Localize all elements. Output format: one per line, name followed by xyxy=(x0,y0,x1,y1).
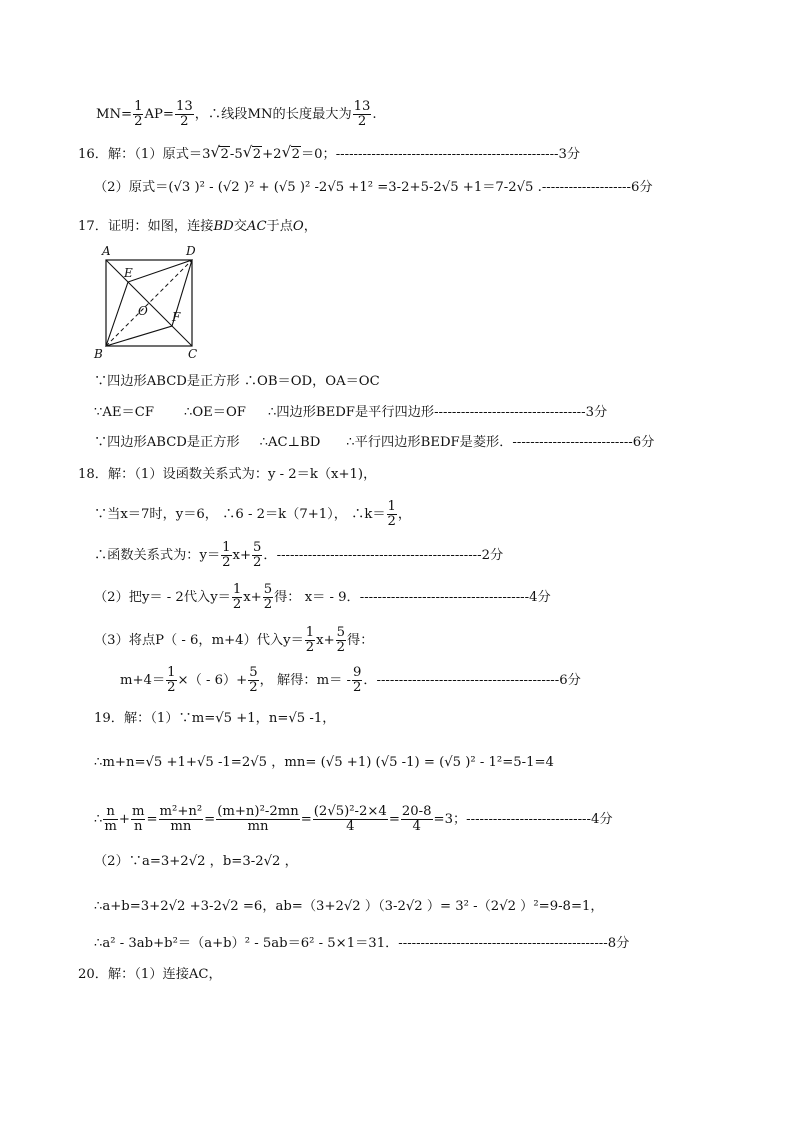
fraction: $\frac{1}{2}$ xyxy=(167,665,176,695)
score: 4分 xyxy=(529,590,551,605)
score: 8分 xyxy=(607,936,630,951)
label-a: A xyxy=(102,244,111,258)
p17-line2 xyxy=(94,373,380,391)
score: 6分 xyxy=(559,673,581,688)
score: 3分 xyxy=(558,147,581,162)
fraction: $\frac{5}{2}$ xyxy=(336,625,346,655)
sqrt: √ 2 xyxy=(243,146,262,164)
p18-l4x: x+ xyxy=(243,590,262,605)
p15-text: ，∴线段MN的长度最大为 xyxy=(194,107,352,122)
p18-l6end: ． xyxy=(363,673,377,688)
dashes: ---------------------------------------------- xyxy=(276,548,482,563)
p19-l1: 19．解：（1）∵m=√5 +1，n=√5 -1， xyxy=(94,711,336,726)
fraction: $\frac{n}{m}$ xyxy=(104,804,117,834)
p18-l3x: x+ xyxy=(232,548,252,563)
p16-mid2: +2 xyxy=(262,147,282,162)
p19-line3 xyxy=(94,805,613,834)
p19-eq1: = xyxy=(146,812,158,827)
fraction: $\frac{5}{2}$ xyxy=(253,540,262,570)
label-d: D xyxy=(186,244,196,258)
label-o: O xyxy=(138,304,148,318)
p18-l4a: （2）把y＝ - 2代入y＝ xyxy=(94,590,231,605)
p18-label: 18．解：（1）设函数关系式为：y - 2＝k（x+1)， xyxy=(78,467,377,482)
p19-l5: ∴a+b=3+2√2 +3-2√2 =6，ab=（3+2√2 ）（3-2√2 ）= 3² -（2√2 ）²=9-8=1， xyxy=(94,899,604,914)
dashes: ----------------------------------------------- xyxy=(398,936,608,951)
p19-line1 xyxy=(94,710,335,728)
score: 2分 xyxy=(481,548,504,563)
p19-l6: ∴a² - 3ab+b²＝（a+b）² - 5ab＝6² - 5×1＝31． xyxy=(94,936,399,951)
dashes: -------------------- xyxy=(541,180,631,195)
fraction: $\frac{\text{(m+n)²-2mn}}{mn}$ xyxy=(217,804,299,834)
p18-l6mid: ×（ - 6）+ xyxy=(177,673,248,688)
p15-ap: AP= xyxy=(144,107,174,122)
dashes: -------------------------------------------------- xyxy=(335,147,559,162)
p19-l2: ∴m+n=√5 +1+√5 -1=2√5 ，mn= (√5 +1) (√5 -1) = (√5 )² - 1²=5-1=4 xyxy=(94,755,554,770)
p20-line1 xyxy=(78,966,222,984)
fraction: $\frac{13}{2}$ xyxy=(175,99,193,129)
fraction: $\frac{1}{2}$ xyxy=(305,625,315,655)
p20-label: 20．解：（1）连接AC， xyxy=(78,967,222,982)
square-diagram xyxy=(88,243,212,365)
label-f: F xyxy=(172,310,181,324)
label-e: E xyxy=(124,266,133,280)
p15-dot: . xyxy=(372,107,377,122)
p19-line4 xyxy=(94,853,298,871)
fraction: $\frac{1}{2}$ xyxy=(232,582,242,612)
fraction: $\frac{20-8}{4}$ xyxy=(401,804,432,834)
p18-line2 xyxy=(94,500,411,529)
fraction: $\frac{\text{(2√5)²-2×4}}{4}$ xyxy=(313,804,387,834)
p17-l3b: ∴AC⊥BD xyxy=(259,435,321,450)
p18-l6a: m+4＝ xyxy=(120,673,166,688)
dashes: -------------------------------------- xyxy=(359,590,530,605)
fraction: $\frac{13}{2}$ xyxy=(353,99,371,129)
fraction: $\frac{1}{2}$ xyxy=(222,540,231,570)
p16-line2 xyxy=(94,179,653,197)
p16-line1 xyxy=(78,146,580,164)
p16-tail: ＝0； xyxy=(300,147,336,162)
p18-l2a: ∵当x＝7时，y＝6， ∴6 - 2＝k（7+1）， ∴k＝ xyxy=(94,507,386,522)
dashes: ----------------------------------------- xyxy=(376,673,560,688)
label-c: C xyxy=(188,347,198,361)
p17-yu: 于点 xyxy=(266,219,293,234)
p18-l3end: ． xyxy=(263,548,277,563)
fraction: $\frac{1}{2}$ xyxy=(387,499,396,529)
dashes: --------------------------- xyxy=(512,435,633,450)
p18-line3 xyxy=(94,541,503,570)
p18-l2end: ， xyxy=(397,507,412,522)
sqrt: √ 2 xyxy=(210,146,229,164)
dashes: ---------------------------------- xyxy=(434,405,586,420)
p17-jiao: 交 xyxy=(233,219,247,234)
p16-l2-expr: (√3 )² - (√2 )² + (√5 )² -2√5 +1² =3-2+5-2√5 +1＝7-2√5 . xyxy=(168,180,542,195)
p16-label: 16．解：（1）原式＝3 xyxy=(78,147,211,162)
p19-eq2: = xyxy=(204,812,216,827)
p15-mn: MN= xyxy=(96,107,133,122)
p19-eq3: = xyxy=(300,812,312,827)
p17-comma: ， xyxy=(303,219,317,234)
p17-label: 17．证明：如图，连接 xyxy=(78,219,214,234)
fraction: $\frac{1}{2}$ xyxy=(134,99,143,129)
p18-line5 xyxy=(94,626,373,655)
p18-l5end: 得： xyxy=(347,633,374,648)
p15-line xyxy=(96,100,377,129)
p18-l4end: 得： x＝ - 9． xyxy=(274,590,360,605)
p16-l2-label: （2）原式＝ xyxy=(94,180,169,195)
score: 6分 xyxy=(630,180,653,195)
p19-line6 xyxy=(94,935,629,953)
fraction: $\frac{5}{2}$ xyxy=(249,665,258,695)
square-figure xyxy=(88,243,212,365)
label-b: B xyxy=(94,347,103,361)
p17-o: O xyxy=(292,219,304,234)
p18-l5a: （3）将点P（ - 6，m+4）代入y＝ xyxy=(94,633,304,648)
p17-l3c: ∴平行四边形BEDF是菱形． xyxy=(346,435,513,450)
fraction: $\frac{m}{n}$ xyxy=(131,804,145,834)
p17-ac: AC xyxy=(246,219,267,234)
fraction: $\frac{5}{2}$ xyxy=(263,582,273,612)
p16-mid1: -5 xyxy=(229,147,243,162)
score: 6分 xyxy=(632,435,655,450)
score: 4分 xyxy=(590,812,613,827)
p18-l5x: x+ xyxy=(316,633,335,648)
p19-line2 xyxy=(94,754,554,772)
sqrt: √ 2 xyxy=(282,146,301,164)
p17-l1: ∵四边形ABCD是正方形 ∴OB＝OD，OA＝OC xyxy=(94,374,380,389)
p19-l4: （2）∵a=3+2√2 ，b=3-2√2 ， xyxy=(94,854,298,869)
p18-l3a: ∴函数关系式为：y＝ xyxy=(94,548,221,563)
p19-eq4: = xyxy=(388,812,400,827)
p17-l2a: ∵AE＝CF xyxy=(94,405,154,420)
p17-l3a: ∵四边形ABCD是正方形 xyxy=(94,435,240,450)
p18-line6 xyxy=(120,666,581,695)
p18-line1 xyxy=(78,466,376,484)
dashes: ---------------------------- xyxy=(466,812,591,827)
p18-l6b: ， 解得：m＝ - xyxy=(259,673,351,688)
p17-l2b: ∴OE＝OF xyxy=(183,405,246,420)
p18-line4 xyxy=(94,583,551,612)
p17-l2c: ∴四边形BEDF是平行四边形 xyxy=(267,405,435,420)
p17-line1 xyxy=(78,218,317,236)
p19-plus: + xyxy=(118,812,130,827)
p17-line4 xyxy=(94,434,654,452)
p19-l3end: =3； xyxy=(433,812,467,827)
score: 3分 xyxy=(585,405,608,420)
fraction: $\frac{\text{m²+n²}}{mn}$ xyxy=(159,804,203,834)
fraction: $\frac{9}{2}$ xyxy=(352,665,362,695)
p19-line5 xyxy=(94,898,604,916)
p19-l3a: ∴ xyxy=(94,812,103,827)
p17-bd: BD xyxy=(213,219,234,234)
p17-line3 xyxy=(94,404,607,422)
